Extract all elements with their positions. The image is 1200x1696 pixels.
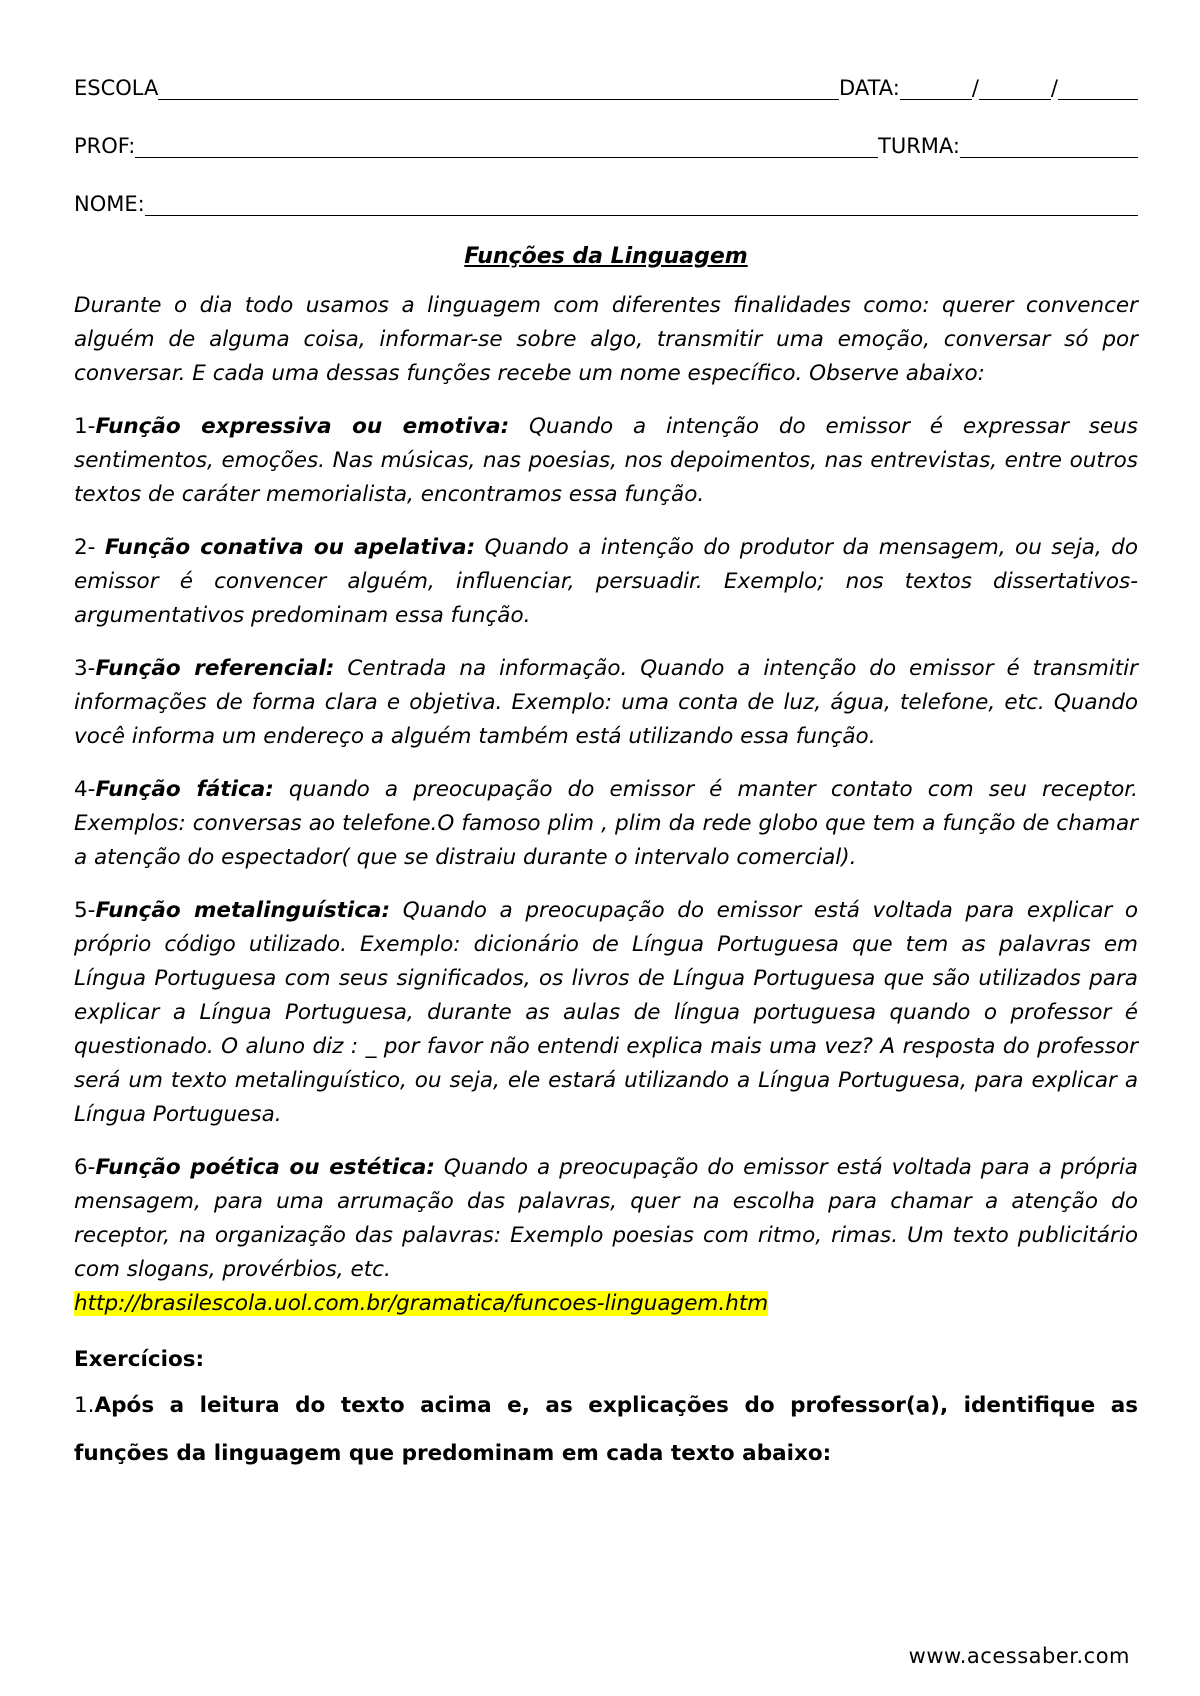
footer-url: www.acessaber.com — [908, 1644, 1130, 1668]
function-5-number: 5- — [74, 898, 96, 923]
prof-field[interactable] — [135, 135, 878, 158]
function-1 — [74, 410, 1138, 512]
header-line-prof — [74, 128, 1138, 158]
nome-label: NOME: — [74, 192, 145, 216]
function-4-text: quando a preocupação do emissor é manter contato com seu receptor. Exemplos: conversas ao telefone.O famoso plim , plim da rede globo que tem a função de chamar a atenção do espectador( que se distraiu durante o intervalo comercial). — [74, 777, 1138, 870]
function-3 — [74, 652, 1138, 754]
function-1-name: Função expressiva ou emotiva: — [95, 414, 510, 439]
header-line-nome — [74, 186, 1138, 216]
intro-paragraph: Durante o dia todo usamos a linguagem com diferentes finalidades como: querer convencer alguém de alguma coisa, informar-se sobre algo, transmitir uma emoção, conversar só por conversar. E cada uma dessas funções recebe um nome específico. Observe abaixo: — [74, 293, 1138, 386]
function-3-text: Centrada na informação. Quando a intenção do emissor é transmitir informações de forma clara e objetiva. Exemplo: uma conta de luz, água, telefone, etc. Quando você informa um endereço a alguém também está utilizando essa função. — [74, 656, 1138, 749]
turma-label: TURMA: — [878, 134, 960, 158]
function-1-text: Quando a intenção do emissor é expressar seus sentimentos, emoções. Nas músicas, nas poesias, nos depoimentos, nas entrevistas, entre outros textos de caráter memorialista, encontramos essa função. — [74, 414, 1138, 507]
date-slash-1: / — [971, 76, 979, 100]
date-year-field[interactable] — [1058, 77, 1138, 100]
function-2-text: Quando a intenção do produtor da mensagem, ou seja, do emissor é convencer alguém, influenciar, persuadir. Exemplo; nos textos dissertativos-argumentativos predominam essa função. — [74, 535, 1138, 628]
function-3-number: 3- — [74, 656, 96, 681]
source-link[interactable]: http://brasilescola.uol.com.br/gramatica/funcoes-linguagem.htm — [74, 1291, 769, 1316]
function-5-name: Função metalinguística: — [95, 898, 391, 923]
function-6-name: Função poética ou estética: — [95, 1155, 435, 1180]
function-6-text: Quando a preocupação do emissor está voltada para a própria mensagem, para uma arrumação das palavras, quer na escolha para chamar a atenção do receptor, na organização das palavras: Exemplo poesias com ritmo, rimas. Um texto publicitário com slogans, provérbios, etc. — [74, 1155, 1138, 1282]
header-line-escola — [74, 70, 1138, 100]
turma-field[interactable] — [960, 135, 1138, 158]
date-slash-2: / — [1050, 76, 1058, 100]
function-6 — [74, 1151, 1138, 1321]
exercises-title: Exercícios: — [74, 1347, 205, 1372]
question-1-text: Após a leitura do texto acima e, as explicações do professor(a), identifique as funções da linguagem que predominam em cada texto abaixo: — [74, 1393, 1138, 1466]
function-5 — [74, 894, 1138, 1132]
function-4-name: Função fática: — [95, 777, 274, 802]
function-3-name: Função referencial: — [95, 656, 335, 681]
data-label: DATA: — [839, 76, 900, 100]
function-4 — [74, 773, 1138, 875]
function-2-name: Função conativa ou apelativa: — [104, 535, 476, 560]
question-1-number: 1. — [74, 1393, 95, 1418]
escola-field[interactable] — [158, 77, 839, 100]
date-day-field[interactable] — [900, 77, 972, 100]
function-5-text: Quando a preocupação do emissor está voltada para explicar o próprio código utilizado. Exemplo: dicionário de Língua Portuguesa que tem as palavras em Língua Portuguesa com seus significados, os livros de Língua Portuguesa que são utilizados para explicar a Língua Portuguesa, durante as aulas de língua portuguesa quando o professor é questionado. O aluno diz : _ por favor não entendi explica mais uma vez? A resposta do professor será um texto metalinguístico, ou seja, ele estará utilizando a Língua Portuguesa, para explicar a Língua Portuguesa. — [74, 898, 1138, 1127]
nome-field[interactable] — [145, 193, 1138, 216]
function-6-number: 6- — [74, 1155, 96, 1180]
question-1 — [74, 1382, 1138, 1478]
worksheet-page — [74, 70, 1138, 1478]
escola-label: ESCOLA — [74, 76, 159, 100]
date-month-field[interactable] — [979, 77, 1051, 100]
function-2 — [74, 531, 1138, 633]
page-title: Funções da Linguagem — [464, 244, 748, 269]
function-4-number: 4- — [74, 777, 96, 802]
function-1-number: 1- — [74, 414, 96, 439]
prof-label: PROF: — [74, 134, 136, 158]
function-2-number: 2- — [74, 535, 105, 560]
